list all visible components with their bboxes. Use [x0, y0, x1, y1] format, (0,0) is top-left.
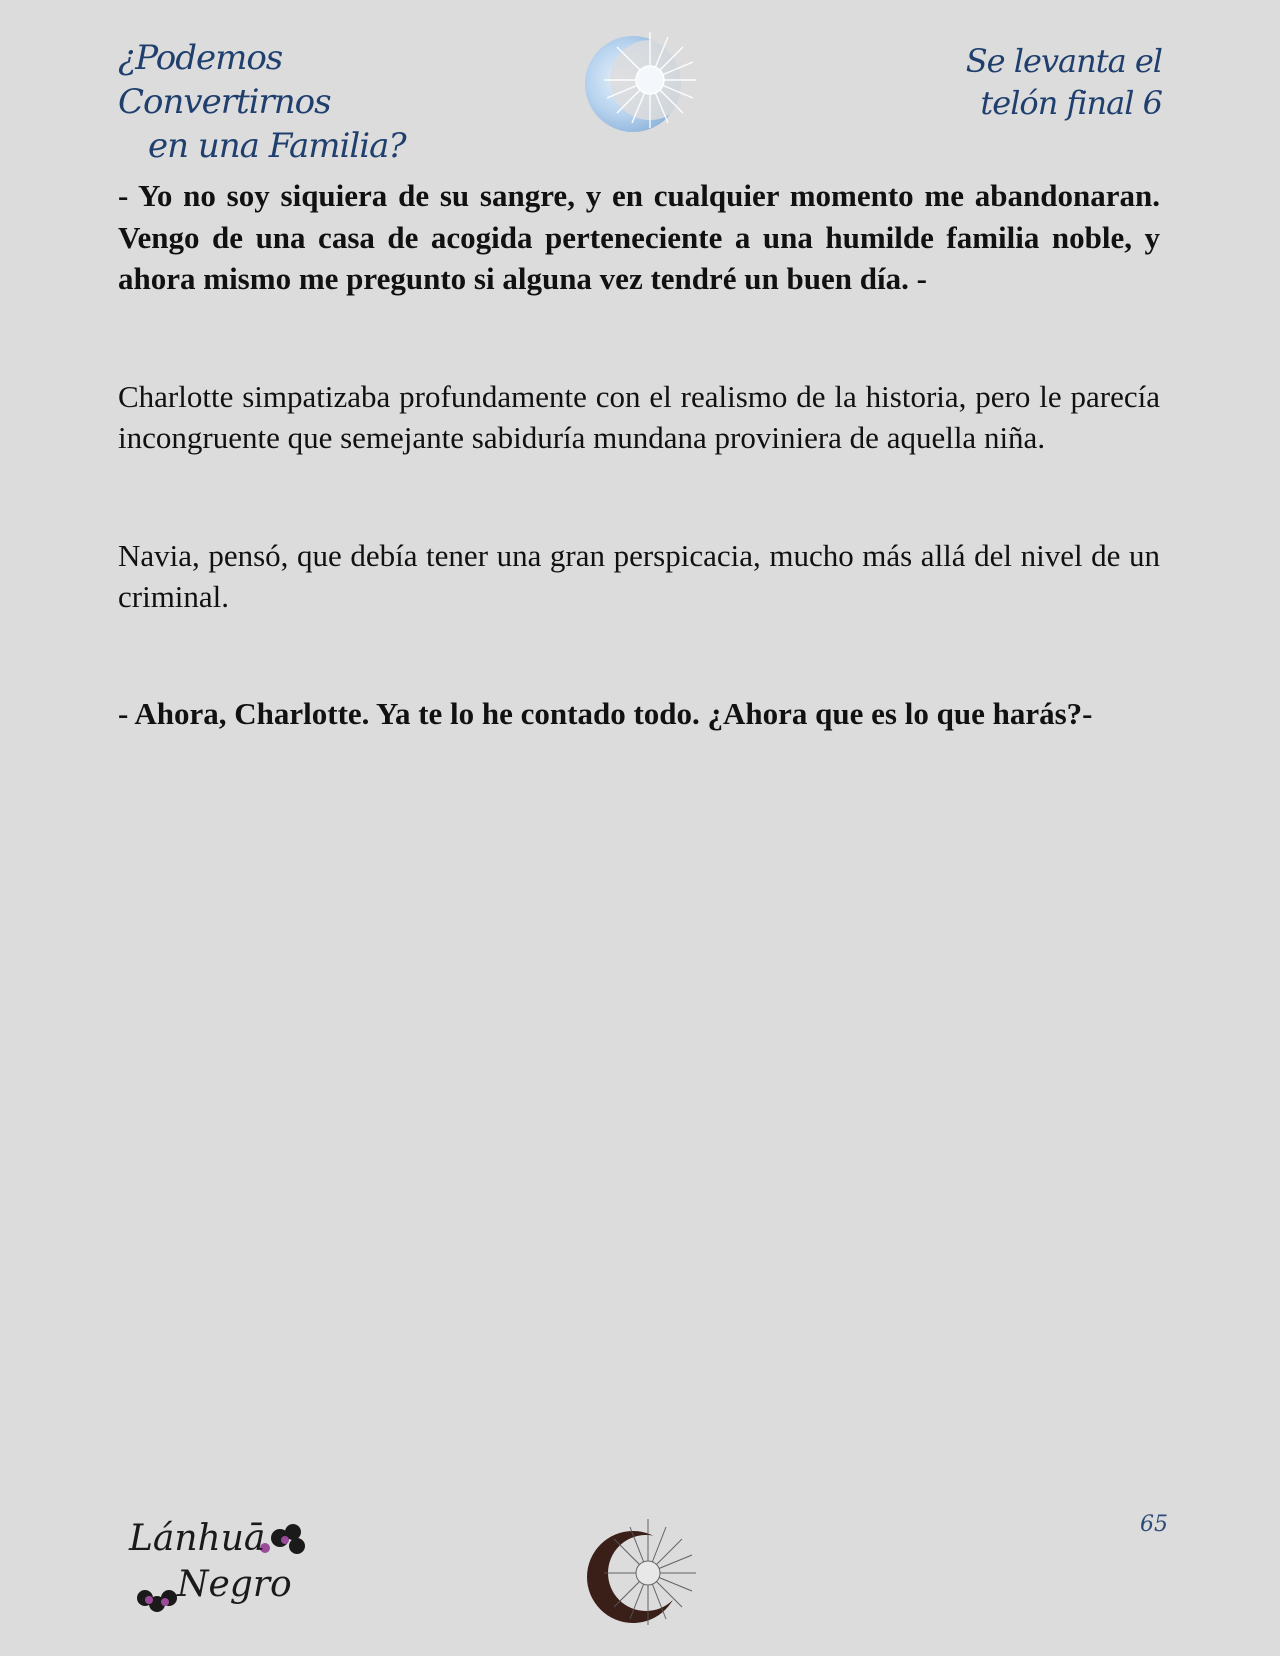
moon-sun-icon	[578, 1515, 698, 1635]
dialogue-paragraph-1: - Yo no soy siquiera de su sangre, y en cualquier momento me abandonaran. Vengo de una casa de acogida perteneciente a una humilde familia noble, y ahora mismo me pregunto si alguna vez tendré un buen día. -	[118, 178, 1160, 296]
header-left-line2: en una Familia?	[148, 126, 406, 166]
logo-line2: Negro	[177, 1564, 292, 1605]
header-title-right	[962, 40, 1162, 124]
flower-logo	[125, 1520, 325, 1620]
dialogue-paragraph-2: - Ahora, Charlotte. Ya te lo he contado todo. ¿Ahora que es lo que harás?-	[118, 695, 1093, 731]
page-body	[118, 175, 1160, 734]
header-title-left	[118, 36, 438, 168]
moon-sun-icon	[578, 22, 698, 142]
narration-paragraph-1: Charlotte simpatizaba profundamente con el realismo de la historia, pero le parecía incongruente que semejante sabiduría mundana proviniera de aquella niña.	[118, 378, 1160, 455]
header-right-line1: Se levanta el	[965, 42, 1162, 80]
header-left-line1: ¿Podemos Convertirnos	[118, 38, 331, 122]
logo-line1: Lánhuā	[129, 1518, 266, 1559]
narration-paragraph-2: Navia, pensó, que debía tener una gran perspicacia, mucho más allá del nivel de un criminal.	[118, 537, 1160, 614]
header-right-line2: telón final 6	[980, 84, 1162, 122]
page-number: 65	[1140, 1512, 1168, 1537]
